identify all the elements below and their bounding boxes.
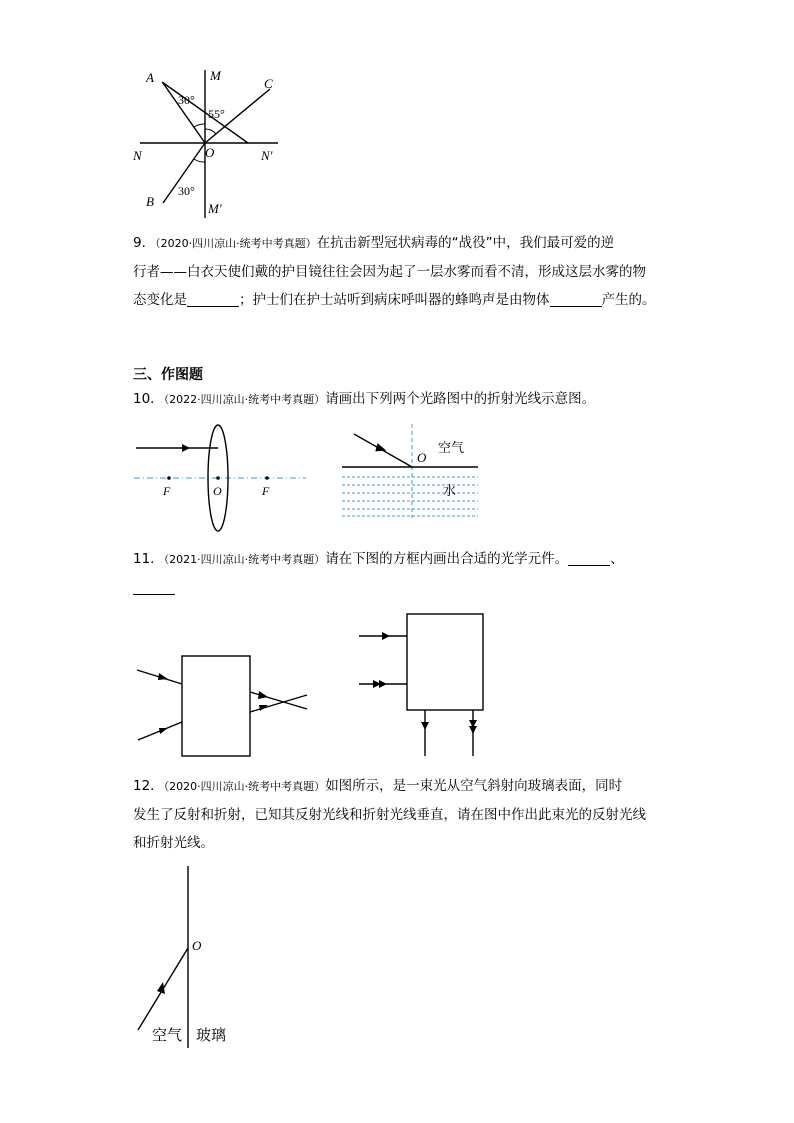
q10-source: （2022·四川凉山·统考中考真题） <box>163 393 326 406</box>
q11-separator: 、 <box>610 551 624 567</box>
label-air: 空气 <box>438 441 465 456</box>
label-air-side: 空气 <box>152 1026 183 1044</box>
box2-arrow-left-icon <box>421 722 429 730</box>
box2-arrow-top-icon <box>382 632 390 640</box>
label-water-O: O <box>417 450 427 465</box>
angle-arc-b <box>205 129 216 134</box>
question-11 <box>133 545 668 602</box>
box-figure-2 <box>355 608 490 760</box>
q12-line2: 发生了反射和折射，已知其反射光线和折射光线垂直，请在图中作出此束光的反射光线 <box>133 807 646 823</box>
label-N-prime: N′ <box>261 148 273 163</box>
label-O: O <box>205 145 215 160</box>
box1-arrow-out-2-icon <box>259 705 268 711</box>
q9-blank-2[interactable] <box>550 290 602 307</box>
box2-arrow-bottom-icon-b <box>379 680 387 688</box>
ray-AO <box>163 83 205 143</box>
label-A: A <box>146 70 154 85</box>
q9-number: 9． <box>133 235 156 251</box>
box-figure-1 <box>135 650 310 762</box>
q10-number: 10． <box>133 391 164 407</box>
box1-arrow-bottom-icon <box>159 728 168 734</box>
q11-number: 11． <box>133 551 164 567</box>
air-glass-figure <box>130 860 240 1052</box>
box2-arrow-right-icon-b <box>469 726 477 734</box>
lens-arrow-icon <box>182 444 190 452</box>
question-10 <box>133 385 668 414</box>
q9-line3a: 态变化是 <box>133 292 187 308</box>
q11-text: 请在下图的方框内画出合适的光学元件。 <box>325 551 569 567</box>
center-dot <box>216 476 220 480</box>
label-N: N <box>133 148 142 163</box>
q9-line3c: 产生的。 <box>601 292 656 308</box>
water-refraction-figure <box>340 422 482 520</box>
box1-arrow-top-icon <box>158 673 168 680</box>
q12-line1: 如图所示，是一束光从空气斜射向玻璃表面，同时 <box>325 778 623 794</box>
angle-label-30-bottom: 30° <box>178 184 195 198</box>
box1-ray-out-1 <box>250 692 307 709</box>
optical-box-2[interactable] <box>407 614 483 710</box>
optical-box-1[interactable] <box>182 656 250 756</box>
q11-blank-2[interactable] <box>133 578 175 595</box>
label-glass-side: 玻璃 <box>196 1026 227 1044</box>
label-glass-O: O <box>192 938 202 953</box>
label-B: B <box>146 194 154 209</box>
q9-blank-1[interactable] <box>187 290 239 307</box>
label-M-prime: M′ <box>208 201 222 216</box>
angle-arc-c <box>194 159 205 162</box>
angle-arc-a <box>194 124 205 127</box>
air-arrow-icon <box>157 982 165 994</box>
angle-label-30-top: 30° <box>178 93 195 107</box>
label-F-right: F <box>262 484 270 498</box>
lens-figure <box>130 418 310 536</box>
label-M: M <box>210 68 221 83</box>
q10-text: 请画出下列两个光路图中的折射光线示意图。 <box>325 391 596 407</box>
section-title: 三、作图题 <box>133 367 203 383</box>
q11-source: （2021·四川凉山·统考中考真题） <box>163 553 326 566</box>
label-water: 水 <box>443 484 457 499</box>
label-F-left: F <box>163 484 171 498</box>
focus-right-dot <box>265 476 269 480</box>
q9-line3b: ；护士们在护士站听到病床呼叫器的蜂鸣声是由物体 <box>239 292 550 308</box>
q9-line1: 在抗击新型冠状病毒的“战役”中，我们最可爱的逆 <box>316 235 615 251</box>
angle-label-55: 55° <box>208 107 225 121</box>
label-C: C <box>264 76 273 91</box>
q9-line2: 行者——白衣天使们戴的护目镜往往会因为起了一层水雾而看不清，形成这层水雾的物 <box>133 264 646 280</box>
q12-source: （2020·四川凉山·统考中考真题） <box>163 780 326 793</box>
label-lens-O: O <box>213 484 222 498</box>
question-12 <box>133 772 668 857</box>
q12-number: 12． <box>133 778 164 794</box>
question-9 <box>133 229 668 314</box>
reflection-angle-figure <box>130 60 290 225</box>
q9-source: （2020·四川凉山·统考中考真题） <box>155 237 317 250</box>
q12-line3: 和折射光线。 <box>133 835 214 851</box>
focus-left-dot <box>167 476 171 480</box>
box1-arrow-out-1-icon <box>258 691 268 699</box>
q11-blank-1[interactable] <box>568 549 610 566</box>
